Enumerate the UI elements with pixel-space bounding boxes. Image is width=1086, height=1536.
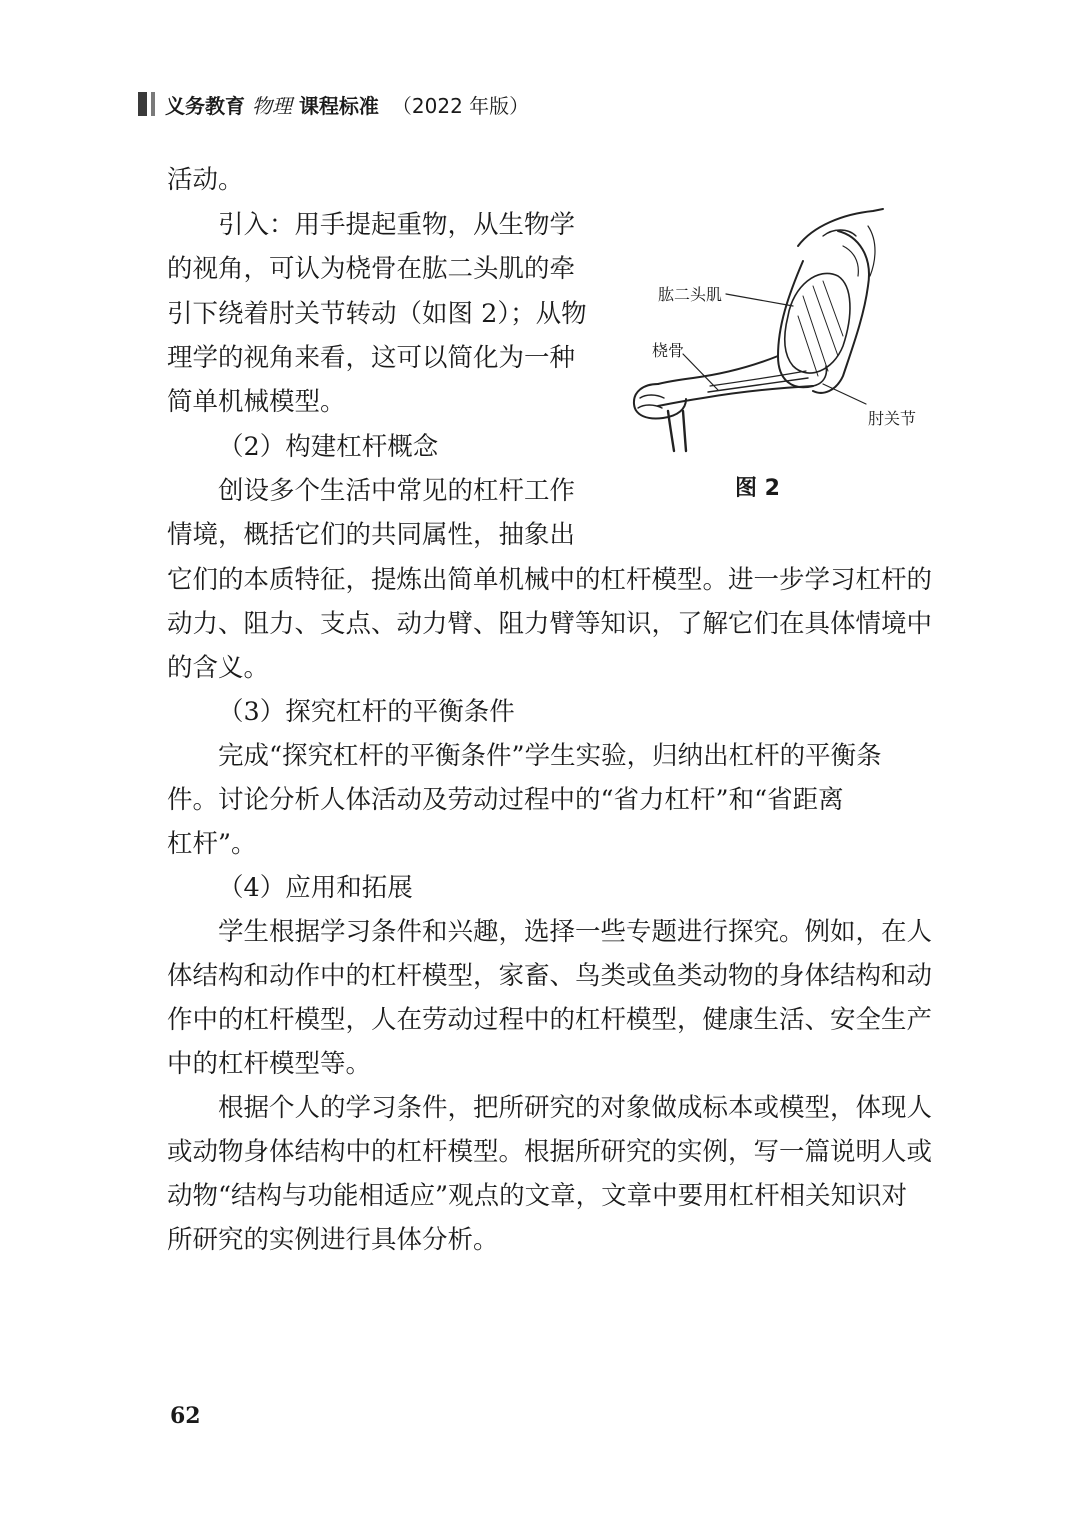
text-line-4: 引下绕着肘关节转动（如图 2）；从物 (167, 299, 587, 329)
text-line-25: 所研究的实例进行具体分析。 (167, 1225, 499, 1255)
text-line-12: 的含义。 (167, 653, 270, 683)
text-line-6: 简单机械模型。 (167, 387, 346, 417)
text-line-3: 的视角，可认为桡骨在肱二头肌的牵 (167, 254, 576, 284)
running-header (138, 88, 529, 120)
section-heading-2: （2）构建杠杆概念 (218, 432, 439, 462)
header-bars (138, 92, 155, 116)
figure-label-radius: 桡骨 (652, 341, 685, 360)
text-line-24: 动物“结构与功能相适应”观点的文章，文章中要用杠杆相关知识对 (167, 1181, 908, 1211)
text-line-18: 学生根据学习条件和兴趣，选择一些专题进行探究。例如，在人 (218, 917, 933, 947)
section-heading-3: （3）探究杠杆的平衡条件 (218, 697, 515, 727)
text-line-16: 杠杆”。 (167, 829, 257, 859)
figure-caption: 图 2 (735, 476, 780, 501)
header-edition: （2022 年版） (391, 93, 530, 118)
section-heading-4: （4）应用和拓展 (218, 873, 413, 903)
text-line-23: 或动物身体结构中的杠杆模型。根据所研究的实例，写一篇说明人或 (167, 1137, 933, 1167)
figure-label-elbow: 肘关节 (868, 409, 917, 428)
header-standard: 课程标准 (298, 93, 379, 118)
header-series: 义务教育 (165, 93, 245, 118)
text-line-5: 理学的视角来看，这可以简化为一种 (167, 343, 576, 373)
text-line-22: 根据个人的学习条件，把所研究的对象做成标本或模型，体现人 (218, 1093, 933, 1123)
text-line-14: 完成“探究杠杆的平衡条件”学生实验，归纳出杠杆的平衡条 (218, 741, 882, 771)
text-line-9: 情境，概括它们的共同属性，抽象出 (167, 520, 576, 550)
text-line-15: 件。讨论分析人体活动及劳动过程中的“省力杠杆”和“省距离 (167, 785, 844, 815)
text-line-1: 活动。 (167, 165, 244, 195)
text-line-2: 引入：用手提起重物，从生物学 (218, 210, 576, 240)
figure-label-biceps: 肱二头肌 (658, 285, 723, 304)
header-bar-thin (151, 92, 155, 116)
text-line-19: 体结构和动作中的杠杆模型，家畜、鸟类或鱼类动物的身体结构和动 (167, 961, 933, 991)
text-line-11: 动力、阻力、支点、动力臂、阻力臂等知识，了解它们在具体情境中 (167, 609, 933, 639)
text-line-20: 作中的杠杆模型，人在劳动过程中的杠杆模型，健康生活、安全生产 (167, 1005, 933, 1035)
page-number: 62 (170, 1403, 201, 1429)
text-line-8: 创设多个生活中常见的杠杆工作 (218, 476, 576, 506)
arm-figure (628, 206, 928, 456)
header-title (165, 90, 529, 119)
text-line-21: 中的杠杆模型等。 (167, 1049, 372, 1079)
header-bar-thick (138, 92, 147, 116)
text-line-10: 它们的本质特征，提炼出简单机械中的杠杆模型。进一步学习杠杆的 (167, 565, 933, 595)
header-subject: 物理 (251, 93, 292, 118)
